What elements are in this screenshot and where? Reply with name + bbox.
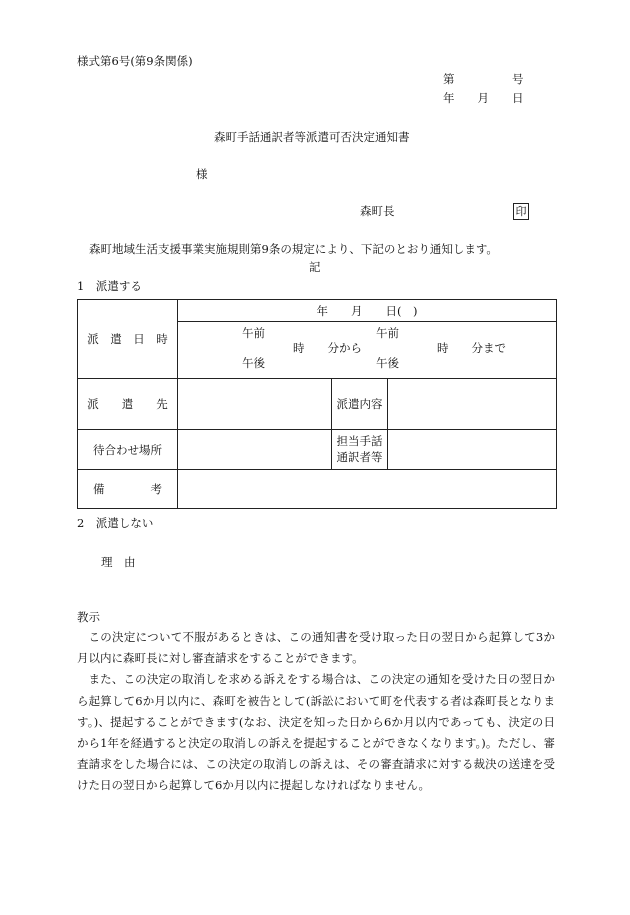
am-start: 午前 — [242, 326, 265, 340]
content-value — [388, 379, 557, 430]
issuer-name: 森町長 — [360, 204, 395, 218]
remarks-value — [178, 470, 557, 509]
start-time-text: 時 分から — [293, 341, 362, 355]
teaching-body — [77, 627, 555, 797]
pm-start: 午後 — [242, 356, 265, 370]
destination-value — [178, 379, 332, 430]
time-range-cell — [178, 322, 557, 379]
date-row: 年 月 日( ) — [178, 300, 557, 322]
remarks-label: 備 考 — [78, 470, 178, 509]
document-number: 第 号 — [443, 72, 524, 86]
form-label: 様式第6号(第9条関係) — [77, 54, 193, 68]
teaching-paragraph-2: また、この決定の取消しを求める訴えをする場合は、この決定の通知を受けた日の翌日から起算して6か月以内に、森町を被告として(訴訟において町を代表する者は森町長となります。)、提起することができます(なお、決定を知った日から6か月以内であっても、決定の日から1年を経過すると決定の取消しの訴えを提起することができなくなります。)。ただし、審査請求をした場合には、この決定の取消しの訴えは、その審査請求に対する裁決の送達を受けた日の翌日から起算して6か月以内に提起しなければなりません。 — [77, 672, 555, 793]
addressee-suffix: 様 — [196, 167, 208, 181]
document-date: 年 月 日 — [443, 91, 524, 105]
interpreter-label — [332, 430, 388, 470]
am-end: 午前 — [376, 326, 399, 340]
document-title: 森町手話通訳者等派遣可否決定通知書 — [214, 130, 410, 144]
seal-mark: 印 — [513, 203, 529, 220]
teaching-paragraph-1: この決定について不服があるときは、この通知書を受け取った日の翌日から起算して3か月以内に森町長に対し審査請求をすることができます。 — [77, 630, 555, 666]
meeting-place-label: 待合わせ場所 — [78, 430, 178, 470]
destination-label: 派 遣 先 — [78, 379, 178, 430]
teaching-heading: 教示 — [77, 610, 100, 624]
interpreter-label-line1: 担当手話 — [336, 433, 383, 448]
pm-end: 午後 — [376, 356, 399, 370]
section-no-dispatch: 2 派遣しない — [77, 516, 154, 530]
ki-heading: 記 — [309, 260, 321, 274]
dispatch-datetime-label: 派 遣 日 時 — [78, 300, 178, 379]
content-label: 派遣内容 — [332, 379, 388, 430]
section-dispatch: 1 派遣する — [77, 279, 142, 293]
reason-label: 理 由 — [101, 555, 136, 569]
intro-text: 森町地域生活支援事業実施規則第9条の規定により、下記のとおり通知します。 — [89, 242, 498, 256]
interpreter-label-line2: 通訳者等 — [336, 449, 383, 464]
meeting-place-value — [178, 430, 332, 470]
end-time-text: 時 分まで — [437, 341, 506, 355]
dispatch-table — [77, 299, 557, 509]
interpreter-value — [388, 430, 557, 470]
